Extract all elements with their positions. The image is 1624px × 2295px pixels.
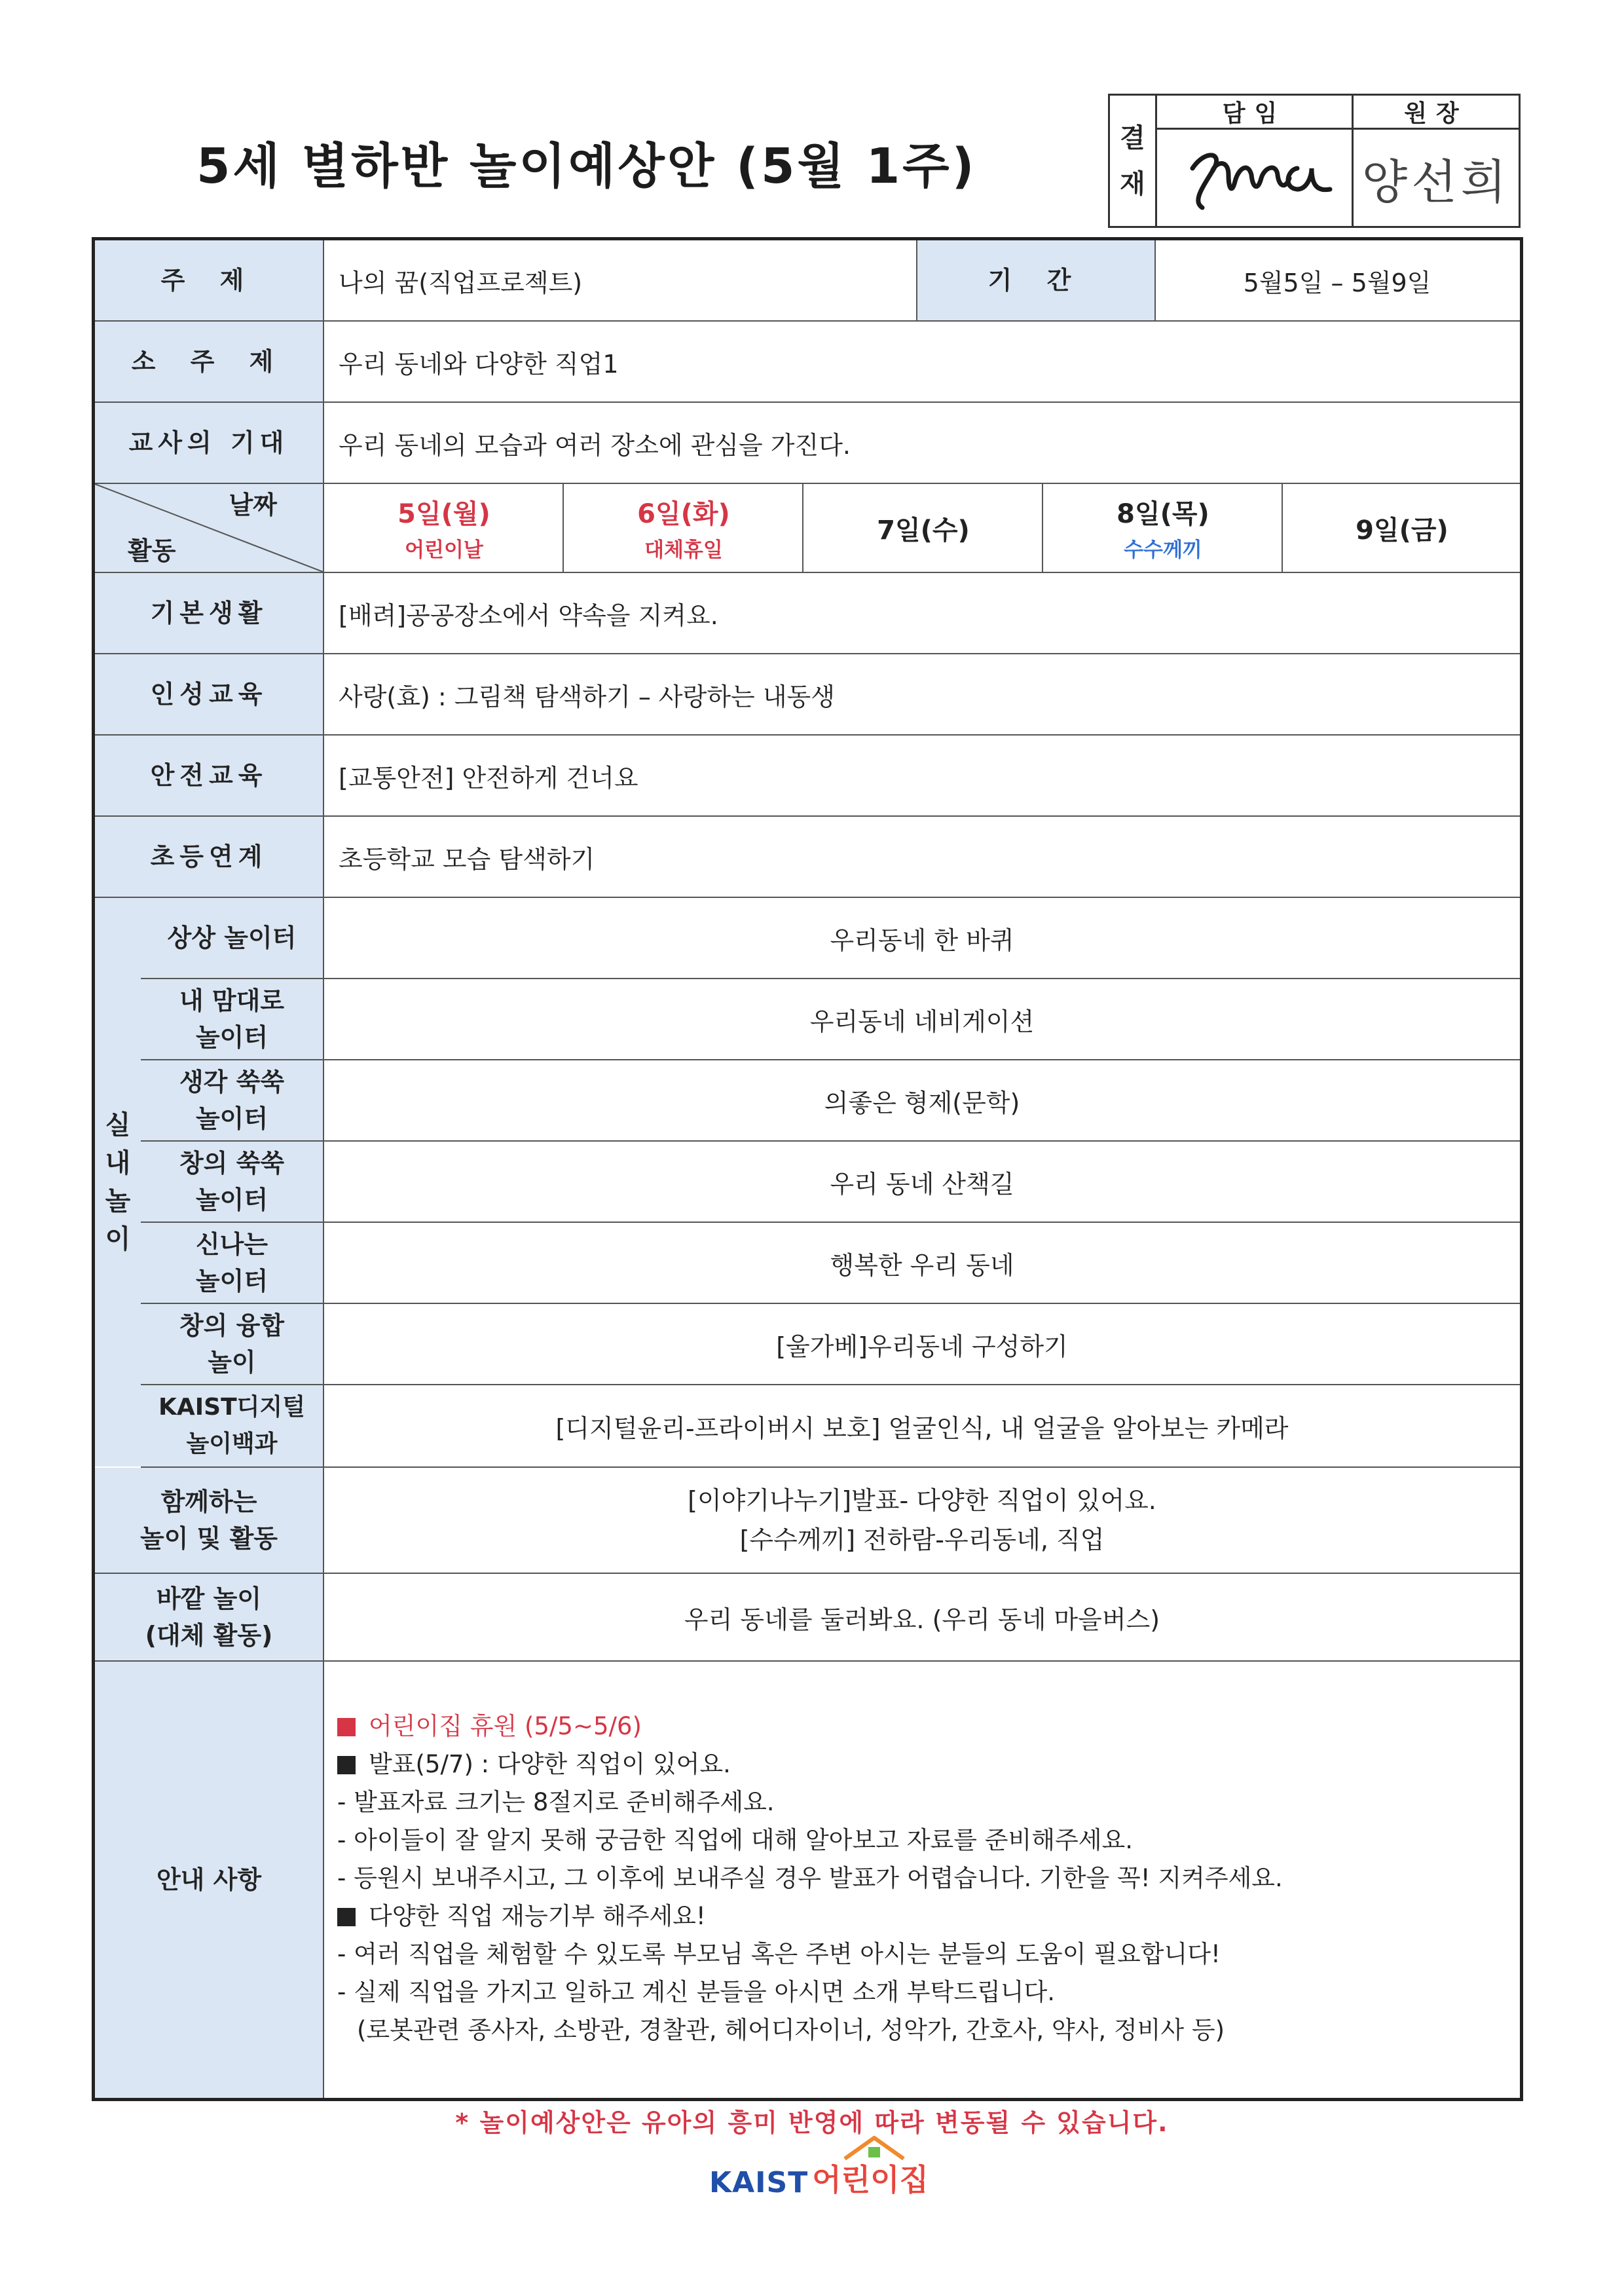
director-signature — [1354, 130, 1519, 226]
theme-label: 주 제 — [95, 240, 324, 320]
safety-row — [95, 736, 1520, 817]
day-tue-date: 6일(화) — [637, 499, 730, 529]
day-thu-note: 수수께끼 — [1124, 538, 1202, 562]
black-square-bullet — [337, 1756, 356, 1774]
period-label: 기 간 — [916, 240, 1156, 320]
expectation-label: 교사의 기대 — [95, 403, 324, 483]
together-label-1: 함께하는 — [160, 1487, 257, 1516]
notice-line-3: - 발표자료 크기는 8절지로 준비해주세요. — [337, 1788, 775, 1816]
notice-content — [337, 1707, 1283, 2049]
day-thu-date: 8일(목) — [1116, 499, 1209, 529]
day-tue — [563, 484, 803, 572]
character-value: 사랑(효) : 그림책 탐색하기 – 사랑하는 내동생 — [339, 682, 835, 711]
indoor-row-6 — [141, 1304, 1520, 1385]
period-value: 5월5일 – 5월9일 — [1243, 268, 1431, 297]
teacher-header: 담임 — [1157, 96, 1354, 130]
date-activity-corner — [95, 484, 324, 572]
page-title: 5세 별하반 놀이예상안 (5월 1주) — [196, 138, 977, 195]
day-wed-date: 7일(수) — [877, 515, 970, 546]
together-row — [95, 1468, 1520, 1574]
director-header: 원장 — [1354, 96, 1519, 130]
outdoor-row — [95, 1574, 1520, 1662]
expectation-row — [95, 403, 1520, 484]
safety-label: 안전교육 — [95, 736, 324, 815]
indoor-label-1: 상상 놀이터 — [141, 898, 324, 978]
notice-line-8: - 실제 직업을 가지고 일하고 계신 분들을 아시면 소개 부탁드립니다. — [337, 1978, 1055, 2006]
teacher-signature-drawing — [1166, 142, 1343, 214]
indoor-side-char-3: 놀 — [105, 1186, 131, 1216]
plan-table — [92, 237, 1523, 2101]
red-square-bullet — [337, 1718, 356, 1736]
indoor-label-4: 창의 쑥쑥 놀이터 — [141, 1142, 324, 1222]
indoor-row-4 — [141, 1142, 1520, 1223]
approval-label-2: 재 — [1120, 168, 1145, 199]
indoor-value-3: 의좋은 형제(문학) — [824, 1088, 1020, 1117]
director-signature-text: 양선희 — [1361, 154, 1511, 210]
day-fri-date: 9일(금) — [1356, 515, 1449, 546]
indoor-row-1 — [141, 898, 1520, 979]
together-value-1: [이야기나누기]발표- 다양한 직업이 있어요. — [688, 1486, 1156, 1515]
character-row — [95, 654, 1520, 736]
logo-daycare — [812, 2156, 929, 2199]
indoor-value-1: 우리동네 한 바퀴 — [830, 925, 1014, 955]
indoor-value-7: [디지털윤리-프라이버시 보호] 얼굴인식, 내 얼굴을 알아보는 카메라 — [555, 1413, 1289, 1443]
indoor-value-5: 행복한 우리 동네 — [830, 1250, 1014, 1280]
indoor-label-6: 창의 융합 놀이 — [141, 1304, 324, 1384]
outdoor-value: 우리 동네를 둘러봐요. (우리 동네 마을버스) — [684, 1605, 1160, 1634]
day-mon-note: 어린이날 — [405, 538, 483, 562]
indoor-row-5 — [141, 1223, 1520, 1304]
notice-line-9: (로봇관련 종사자, 소방관, 경찰관, 헤어디자이너, 성악가, 간호사, 약사, 정비사 등) — [357, 2016, 1225, 2044]
indoor-value-4: 우리 동네 산책길 — [830, 1169, 1014, 1199]
indoor-label-3: 생각 쑥쑥 놀이터 — [141, 1060, 324, 1140]
teacher-signature — [1157, 130, 1354, 226]
notice-line-5: - 등원시 보내주시고, 그 이후에 보내주실 경우 발표가 어렵습니다. 기한을 꼭! 지켜주세요. — [337, 1864, 1283, 1892]
day-mon-date: 5일(월) — [397, 499, 490, 529]
day-wed — [802, 484, 1043, 572]
corner-activity-label: 활동 — [128, 536, 176, 565]
approval-label — [1110, 96, 1157, 226]
indoor-label-2: 내 맘대로 놀이터 — [141, 979, 324, 1059]
subtheme-value: 우리 동네와 다양한 직업1 — [339, 349, 619, 379]
indoor-side-char-1: 실 — [105, 1110, 131, 1140]
indoor-side-char-4: 이 — [105, 1224, 131, 1254]
day-thu — [1042, 484, 1283, 572]
black-square-bullet — [337, 1908, 356, 1926]
notice-line-1: 어린이집 휴원 (5/5~5/6) — [337, 1707, 1283, 1745]
date-row — [95, 484, 1520, 573]
notice-row — [95, 1662, 1520, 2098]
day-mon — [323, 484, 564, 572]
day-tue-note: 대체휴일 — [644, 538, 723, 562]
notice-line-7: - 여러 직업을 체험할 수 있도록 부모님 혹은 주변 아시는 분들의 도움이 필요합니다! — [337, 1940, 1221, 1968]
character-label: 인성교육 — [95, 654, 324, 734]
subtheme-label: 소 주 제 — [95, 322, 324, 401]
approval-box — [1108, 94, 1521, 228]
footer-note: * 놀이예상안은 유아의 흥미 반영에 따라 변동될 수 있습니다. — [455, 2108, 1169, 2137]
indoor-play-side-label — [95, 898, 142, 1466]
outdoor-label — [95, 1574, 324, 1660]
subtheme-row — [95, 322, 1520, 403]
indoor-row-2 — [141, 979, 1520, 1060]
notice-label: 안내 사항 — [95, 1662, 324, 2098]
house-roof-icon — [838, 2134, 910, 2160]
kaist-logo — [709, 2147, 929, 2199]
logo-daycare-text: 어린이집 — [812, 2162, 929, 2197]
basic-life-value: [배려]공공장소에서 약속을 지켜요. — [339, 601, 718, 630]
elementary-value: 초등학교 모습 탐색하기 — [339, 844, 595, 874]
approval-label-1: 결 — [1120, 122, 1145, 153]
indoor-value-6: [울가베]우리동네 구성하기 — [776, 1332, 1068, 1361]
safety-value: [교통안전] 안전하게 건너요 — [339, 763, 638, 793]
logo-kaist-text: KAIST — [709, 2166, 809, 2199]
elementary-row — [95, 817, 1520, 898]
basic-life-row — [95, 573, 1520, 654]
indoor-row-7 — [141, 1385, 1520, 1468]
day-fri — [1282, 484, 1521, 572]
together-value — [324, 1468, 1520, 1573]
indoor-value-2: 우리동네 네비게이션 — [809, 1007, 1035, 1036]
theme-value: 나의 꿈(직업프로젝트) — [339, 268, 583, 297]
outdoor-label-2: (대체 활동) — [145, 1621, 273, 1650]
outdoor-label-1: 바깥 놀이 — [156, 1584, 262, 1613]
corner-date-label: 날짜 — [229, 491, 277, 519]
indoor-row-3 — [141, 1060, 1520, 1142]
indoor-label-7: KAIST디지털 놀이백과 — [141, 1385, 324, 1466]
indoor-label-5: 신나는 놀이터 — [141, 1223, 324, 1303]
notice-line-6: 다양한 직업 재능기부 해주세요! — [337, 1897, 1283, 1935]
elementary-label: 초등연계 — [95, 817, 324, 897]
together-label — [95, 1468, 324, 1573]
notice-line-4: - 아이들이 잘 알지 못해 궁금한 직업에 대해 알아보고 자료를 준비해주세요. — [337, 1826, 1133, 1854]
together-value-2: [수수께끼] 전하람-우리동네, 직업 — [739, 1525, 1105, 1554]
notice-line-2: 발표(5/7) : 다양한 직업이 있어요. — [337, 1745, 1283, 1783]
together-label-2: 놀이 및 활동 — [140, 1524, 278, 1553]
theme-row — [95, 240, 1520, 322]
expectation-value: 우리 동네의 모습과 여러 장소에 관심을 가진다. — [339, 430, 851, 460]
basic-life-label: 기본생활 — [95, 573, 324, 653]
indoor-side-char-2: 내 — [105, 1148, 131, 1178]
